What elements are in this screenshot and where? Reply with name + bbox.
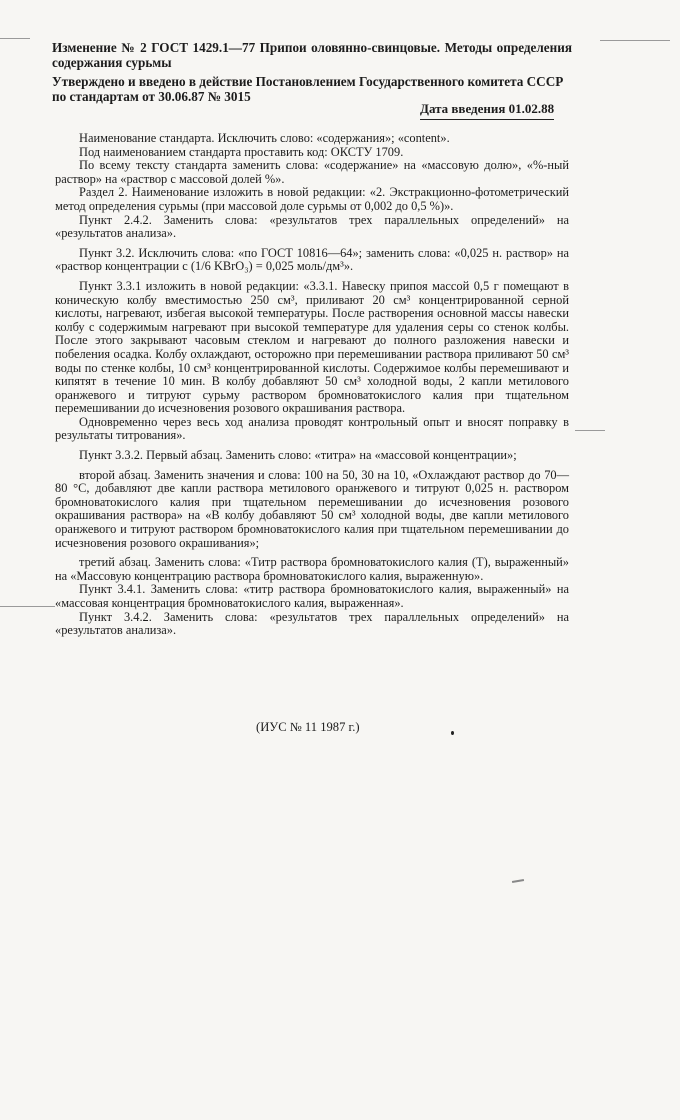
paragraph: Пункт 3.2. Исключить слова: «по ГОСТ 10816—64»; заменить слова: «0,025 н. раствор» на «раствор концентрации с (1/6 KBrO₃) = 0,025 моль/дм³». (55, 245, 569, 274)
paragraph: Наименование стандарта. Исключить слово: «содержания»; «content». (79, 131, 450, 145)
paragraph: Пункт 3.3.2. Первый абзац. Заменить слово: «титра» на «массовой концентрации»; (79, 448, 517, 463)
scan-mark (512, 879, 524, 883)
paragraph: Пункт 3.3.1 изложить в новой редакции: «3.3.1. Навеску припоя массой 0,5 г помещают в коническую колбу вместимостью 250 см³, приливают 20 см³ концентрированной серной кислоты, нагревают, избегая высокой температуры. После растворения основной массы навески колбу с содержимым нагревают при высокой температуре для удаления серы со стенок колбы. После этого закрывают часовым стеклом и нагревают до полного разложения навески и побеления осадка. Колбу охлаждают, осторожно при перемешивании раствора приливают 50 см³ воды по стенке колбы, 10 см³ концентрированной кислоты. Содержимое колбы перемешивают и кипятят в течение 10 мин. В колбу добавляют 50 см³ холодной воды, 2 капли метилового оранжевого и титруют сурьму раствором бромноватокислого калия при тщательном перемешивании до исчезновения розового окрашивания раствора. (55, 278, 569, 416)
paragraph: Пункт 2.4.2. Заменить слова: «результатов трех параллельных определений» на «результатов анализа». (55, 212, 569, 241)
paragraph: Пункт 3.4.1. Заменить слова: «титр раствора бромноватокислого калия, выраженный» на «массовая концентрация бромноватокислого калия, выраженная». (55, 582, 569, 610)
document-body (55, 132, 569, 638)
paragraph: Под наименованием стандарта проставить код: ОКСТУ 1709. (79, 144, 404, 159)
paragraph: Пункт 3.4.2. Заменить слова: «результатов трех параллельных определений» на «результатов анализа». (55, 609, 569, 638)
paragraph: По всему тексту стандарта заменить слова: «содержание» на «массовую долю», «%-ный раствор» на «раствор с массовой долей %». (55, 158, 569, 186)
scan-artifact (0, 606, 55, 607)
paragraph: третий абзац. Заменить слова: «Титр раствора бромноватокислого калия (Т), выраженный» на «Массовую концентрацию раствора бромноватокислого калия, выраженную». (55, 555, 569, 583)
approval-note: Утверждено и введено в действие Постановлением Государственного комитета СССР по стандартам от 30.06.87 № 3015 (52, 74, 564, 104)
scan-artifact (575, 430, 605, 431)
effective-date: Дата введения 01.02.88 (420, 101, 554, 120)
paragraph: второй абзац. Заменить значения и слова: 100 на 50, 30 на 10, «Охлаждают раствор до 70—80 °С, добавляют две капли раствора метилового оранжевого и титруют 0,025 н. раствором бромноватокислого калия при тщательном перемешивании до исчезновения розового окрашивания раствора» на «В колбу добавляют 50 см³ холодной воды, две капли метилового оранжевого и титруют раствором бромноватокислого калия при тщательном перемешивании до исчезновения розового окрашивания»; (55, 467, 569, 550)
scan-artifact (0, 38, 30, 39)
scan-artifact (600, 40, 670, 41)
paragraph: Одновременно через весь ход анализа проводят контрольный опыт и вносят поправку в результаты титрования». (55, 414, 569, 443)
ink-dot (451, 731, 454, 735)
signature: (ИУС № 11 1987 г.) (256, 720, 360, 734)
document-title: Изменение № 2 ГОСТ 1429.1—77 Припои оловянно-свинцовые. Методы определения содержания сурьмы (52, 40, 572, 70)
paragraph: Раздел 2. Наименование изложить в новой редакции: «2. Экстракционно-фотометрический метод определения сурьмы (при массовой доле сурьмы от 0,002 до 0,5 %)». (55, 185, 569, 213)
